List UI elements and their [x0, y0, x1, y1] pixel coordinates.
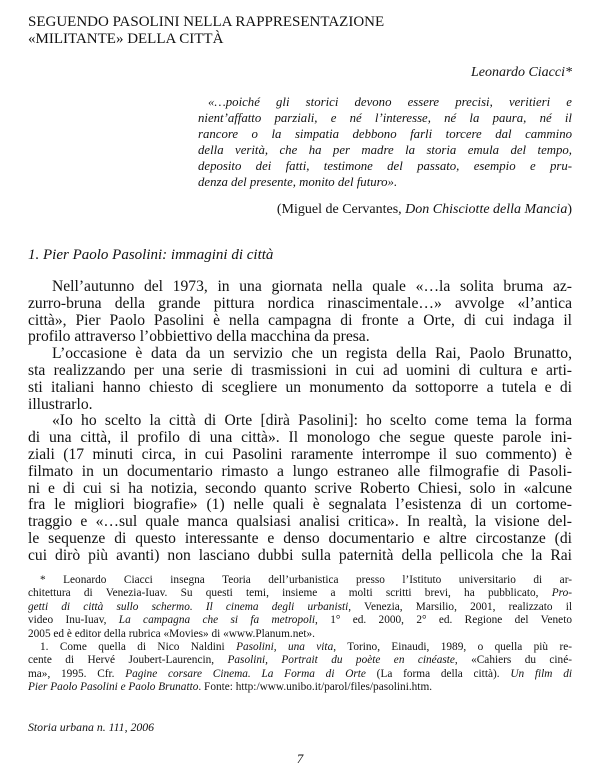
footnote-italic-run: La campagna che si fa metropoli — [118, 614, 316, 627]
attribution-work-title: Don Chisciotte della Mancia — [405, 202, 568, 217]
body-line: «Io ho scelto la città di Orte [dirà Pasolini]: ho scelto come tema la forma — [52, 412, 572, 430]
body-line: sti italiani hanno chiesto di scegliere un monumento da sottoporre a tutela e di — [28, 378, 572, 396]
epigraph-line: deposito dei fatti, testimone del passato, esempio e pru- — [198, 159, 572, 173]
article-title-line: «MILITANTE» DELLA CITTÀ — [28, 31, 224, 47]
section-heading: 1. Pier Paolo Pasolini: immagini di città — [28, 247, 274, 263]
article-title-line: SEGUENDO PASOLINI NELLA RAPPRESENTAZIONE — [28, 14, 385, 30]
footnote-run: 2005 ed è editor della rubrica «Movies» di «www.Planum.net». — [28, 627, 315, 640]
footnote-italic-run: Un film di — [510, 667, 572, 680]
footnote-italic-run: Pagine corsare Cinema. La Forma di Orte — [125, 667, 366, 680]
footnote-line — [28, 614, 572, 627]
footnote-run: cente di Hervé Joubert-Laurencin, — [28, 654, 228, 667]
footnote-italic-run: Pasolini, Portrait du poète en cinéaste — [227, 654, 455, 667]
body-line: di una città, il profilo di una città». Il monologo che segue queste parole ini- — [28, 429, 572, 447]
journal-reference: Storia urbana n. 111, 2006 — [28, 720, 155, 734]
footnote-run: (La forma della città). — [365, 667, 511, 680]
body-line: città», Pier Paolo Pasolini è nella campagna di fronte a Orte, di cui indaga il — [28, 311, 572, 329]
footnote-run: 1. Come quella di Nico Naldini — [40, 641, 237, 653]
epigraph-attribution — [200, 202, 572, 218]
attribution-text: (Miguel de Cervantes, — [276, 202, 406, 217]
footnote-line — [28, 654, 572, 667]
footnote-run: * Leonardo Ciacci insegna Teoria dell’urbanistica presso l’Istituto universitario di ar- — [40, 574, 572, 586]
footnote-run: , 1° ed. 2000, 2° ed. Regione del Veneto — [315, 614, 572, 627]
footnote-line — [40, 641, 572, 654]
body-line: fra le migliori biografie» (1) nelle quali è segnalata l’esistenza di un cortome- — [28, 496, 572, 514]
footnote-line — [28, 668, 572, 681]
footnote-line — [28, 681, 432, 694]
footnote-italic-run: getti di città sullo schermo. Il cinema degli urbanisti — [28, 600, 349, 613]
attribution-text: ) — [567, 202, 572, 217]
epigraph-line: rancore o la simpatia debbono farli torcere dal cammino — [198, 127, 572, 141]
footnote-italic-run: Pier Paolo Pasolini e Paolo Brunatto — [28, 681, 199, 694]
body-line: L’occasione è data da un servizio che un regista della Rai, Paolo Brunatto, — [52, 345, 572, 363]
epigraph-line: «…poiché gli storici devono essere precisi, veritieri e — [208, 95, 572, 109]
body-line: profilo attraverso l’obbiettivo della macchina da presa. — [28, 328, 370, 346]
footnote-run: ma», 1995. Cfr. — [28, 667, 126, 680]
body-line: zurro-bruna della grande pittura nordica rinascimentale…» avvolge «l’antica — [28, 294, 572, 312]
footnote-run: video Inu-Iuav, — [28, 614, 119, 627]
footnote-line — [40, 574, 572, 587]
epigraph-line: nient’affatto parziali, e né l’interesse, né la paura, né il — [198, 111, 572, 125]
body-line: cui dirò più avanti) non lasciano dubbi sulla paternità della pellicola che la Rai — [28, 546, 572, 564]
footnote-run: , «Cahiers du ciné- — [454, 654, 572, 667]
footnote-line — [28, 587, 572, 600]
body-line: Nell’autunno del 1973, in una giornata nella quale «…la solita bruma az- — [52, 278, 572, 295]
footnote-italic-run: Pro- — [551, 587, 572, 600]
footnote-run: , Torino, Einaudi, 1989, o quella più re- — [333, 641, 572, 653]
body-line: sta realizzando per una serie di trasmissioni in cui ad uomini di cultura e arti- — [28, 362, 572, 379]
footnote-italic-run: Pasolini, una vita — [236, 641, 334, 653]
epigraph-line: della verità, che ha per madre la storia emula del tempo, — [198, 143, 572, 157]
footnote-run: . Fonte: http:/www.unibo.it/parol/files/pasolini.htm. — [198, 681, 433, 694]
epigraph-line: denza del presente, monito del futuro». — [198, 175, 398, 189]
body-line: le sequenze di questo interessante e denso documentario e altre circostanze (di — [28, 530, 572, 547]
body-line: illustrarlo. — [28, 395, 93, 413]
body-line: ni e di cui si ha notizia, secondo quanto scrive Roberto Chiesi, solo in «alcune — [28, 479, 572, 497]
footnote-run: chitettura di Venezia-Iuav. Su questi temi, insieme a molti scritti brevi, ha pubblicato, — [28, 587, 552, 600]
footnote-line — [28, 628, 315, 641]
body-line: traggio e «…sul quale manca qualsiasi analisi critica». In realtà, la visione del- — [28, 513, 572, 531]
author-name: Leonardo Ciacci* — [471, 65, 572, 80]
footnote-line — [28, 601, 572, 614]
body-line: ziali (17 minuti circa, in cui Pasolini raramente interrompe il suo commento) è — [28, 446, 572, 463]
footnote-run: , Venezia, Marsilio, 2001, realizzato il — [348, 600, 572, 613]
page-number: 7 — [296, 751, 304, 766]
body-line: filmato in un documentario rimasto a lungo estraneo alle filmografie di Pasoli- — [28, 462, 572, 480]
